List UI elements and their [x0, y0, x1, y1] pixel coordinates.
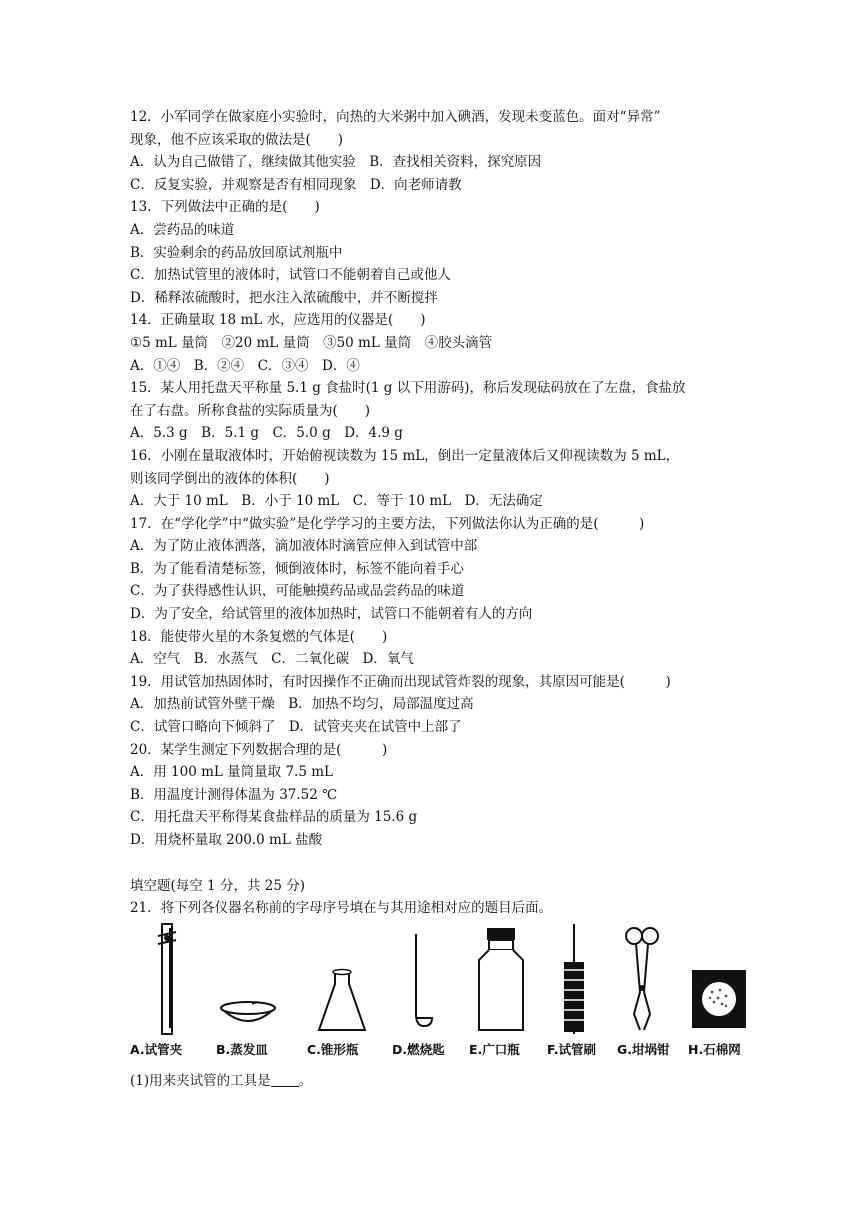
question-line: A．空气 B．水蒸气 C．二氧化碳 D．氧气 [130, 651, 414, 668]
question-stem: 20．某学生测定下列数据合理的是( ) [130, 741, 388, 758]
question-q12 [130, 106, 750, 196]
question-line: A．尝药品的味道 [130, 221, 235, 238]
question-line: C．加热试管里的液体时，试管口不能朝着自己或他人 [130, 267, 451, 284]
instrument-label-f: F.试管刷 [547, 1041, 596, 1057]
question-line: A．5.3 g B．5.1 g C．5.0 g D．4.9 g [130, 425, 403, 442]
question-q17 [130, 513, 750, 626]
question-line: B．用温度计测得体温为 37.52 ℃ [130, 786, 338, 803]
question-stem: 12．小军同学在做家庭小实验时，向热的大米粥中加入碘酒，发现未变蓝色。面对“异常” [130, 109, 661, 125]
test-tube-brush-image [556, 922, 592, 1037]
question-q20 [130, 739, 750, 852]
question-line: B．实验剩余的药品放回原试剂瓶中 [130, 244, 343, 261]
q21-sub1-text: (1)用来夹试管的工具是 [130, 1072, 271, 1089]
instrument-label-h: H.石棉网 [688, 1041, 741, 1057]
question-stem: 14．正确量取 18 mL 水，应选用的仪器是( ) [130, 312, 426, 329]
answer-blank[interactable] [271, 1072, 299, 1087]
asbestos-gauze-image [690, 922, 750, 1037]
question-line: D．为了安全，给试管里的液体加热时，试管口不能朝着有人的方向 [130, 606, 533, 623]
question-q14 [130, 309, 750, 377]
wide-mouth-bottle-image [473, 922, 529, 1037]
question-stem: 19．用试管加热固体时，有时因操作不正确而出现试管炸裂的现象，其原因可能是( ) [130, 673, 671, 690]
question-stem: 15．某人用托盘天平称量 5.1 g 食盐时(1 g 以下用游码)，称后发现砝码放在了左盘，食盐放 [130, 380, 686, 397]
question-line: D．稀释浓硫酸时，把水注入浓硫酸中，并不断搅拌 [130, 289, 438, 306]
instrument-label-e: E.广口瓶 [469, 1041, 520, 1057]
question-q13 [130, 196, 750, 309]
crucible-tongs-image [620, 922, 664, 1037]
section-title: 填空题(每空 1 分，共 25 分) [130, 877, 305, 894]
question-line: A．大于 10 mL B．小于 10 mL C．等于 10 mL D．无法确定 [130, 493, 543, 510]
question-line: C．用托盘天平称得某食盐样品的质量为 15.6 g [130, 809, 418, 826]
question-line: ①5 mL 量筒 ②20 mL 量筒 ③50 mL 量筒 ④胶头滴管 [130, 334, 493, 351]
exam-page [130, 106, 750, 1092]
question-line: D．用烧杯量取 200.0 mL 盐酸 [130, 832, 323, 848]
q21-sub1-end: 。 [298, 1072, 313, 1089]
question-list [130, 106, 750, 852]
instrument-figure [130, 922, 750, 1070]
question-line: C．反复实验，并观察是否有相同现象 D．向老师请教 [130, 176, 462, 193]
instrument-label-a: A.试管夹 [130, 1041, 183, 1057]
question-line: 则该同学倒出的液体的体积( ) [130, 470, 330, 487]
question-line: A．加热前试管外壁干燥 B．加热不均匀，局部温度过高 [130, 696, 474, 713]
q21-intro: 21．将下列各仪器名称前的字母序号填在与其用途相对应的题目后面。 [130, 900, 553, 917]
instrument-label-c: C.锥形瓶 [307, 1041, 359, 1057]
question-q15 [130, 377, 750, 445]
instrument-label-g: G.坩埚钳 [617, 1041, 670, 1057]
question-stem: 18．能使带火星的木条复燃的气体是( ) [130, 628, 388, 645]
question-line: C．为了获得感性认识，可能触摸药品或品尝药品的味道 [130, 583, 465, 600]
question-q18 [130, 626, 750, 671]
test-tube-holder-image [148, 922, 188, 1037]
evaporating-dish-image [218, 922, 278, 1037]
question-line: 在了右盘。所称食盐的实际质量为( ) [130, 402, 371, 419]
conical-flask-image [315, 922, 369, 1037]
q21-sub1 [130, 1070, 750, 1093]
question-line: A．用 100 mL 量筒量取 7.5 mL [130, 764, 333, 781]
question-line: A．认为自己做错了，继续做其他实验 B．查找相关资料，探究原因 [130, 154, 542, 171]
question-stem: 16．小刚在量取液体时，开始俯视读数为 15 mL，倒出一定量液体后又仰视读数为 5 mL， [130, 447, 680, 464]
question-line: B．为了能看清楚标签，倾倒液体时，标签不能向着手心 [130, 560, 464, 577]
question-stem: 17．在“学化学”中“做实验”是化学学习的主要方法，下列做法你认为正确的是( ) [130, 515, 645, 532]
instrument-label-b: B.蒸发皿 [216, 1041, 268, 1057]
question-q19 [130, 671, 750, 739]
question-stem: 13．下列做法中正确的是( ) [130, 199, 320, 216]
question-q16 [130, 445, 750, 513]
question-line: 现象，他不应该采取的做法是( ) [130, 131, 344, 148]
instrument-label-d: D.燃烧匙 [392, 1041, 445, 1057]
question-line: A．为了防止液体洒落，滴加液体时滴管应伸入到试管中部 [130, 538, 478, 555]
combustion-spoon-image [402, 922, 442, 1037]
question-line: C．试管口略向下倾斜了 D．试管夹夹在试管中上部了 [130, 719, 462, 736]
question-line: A．①④ B．②④ C．③④ D．④ [130, 357, 360, 374]
